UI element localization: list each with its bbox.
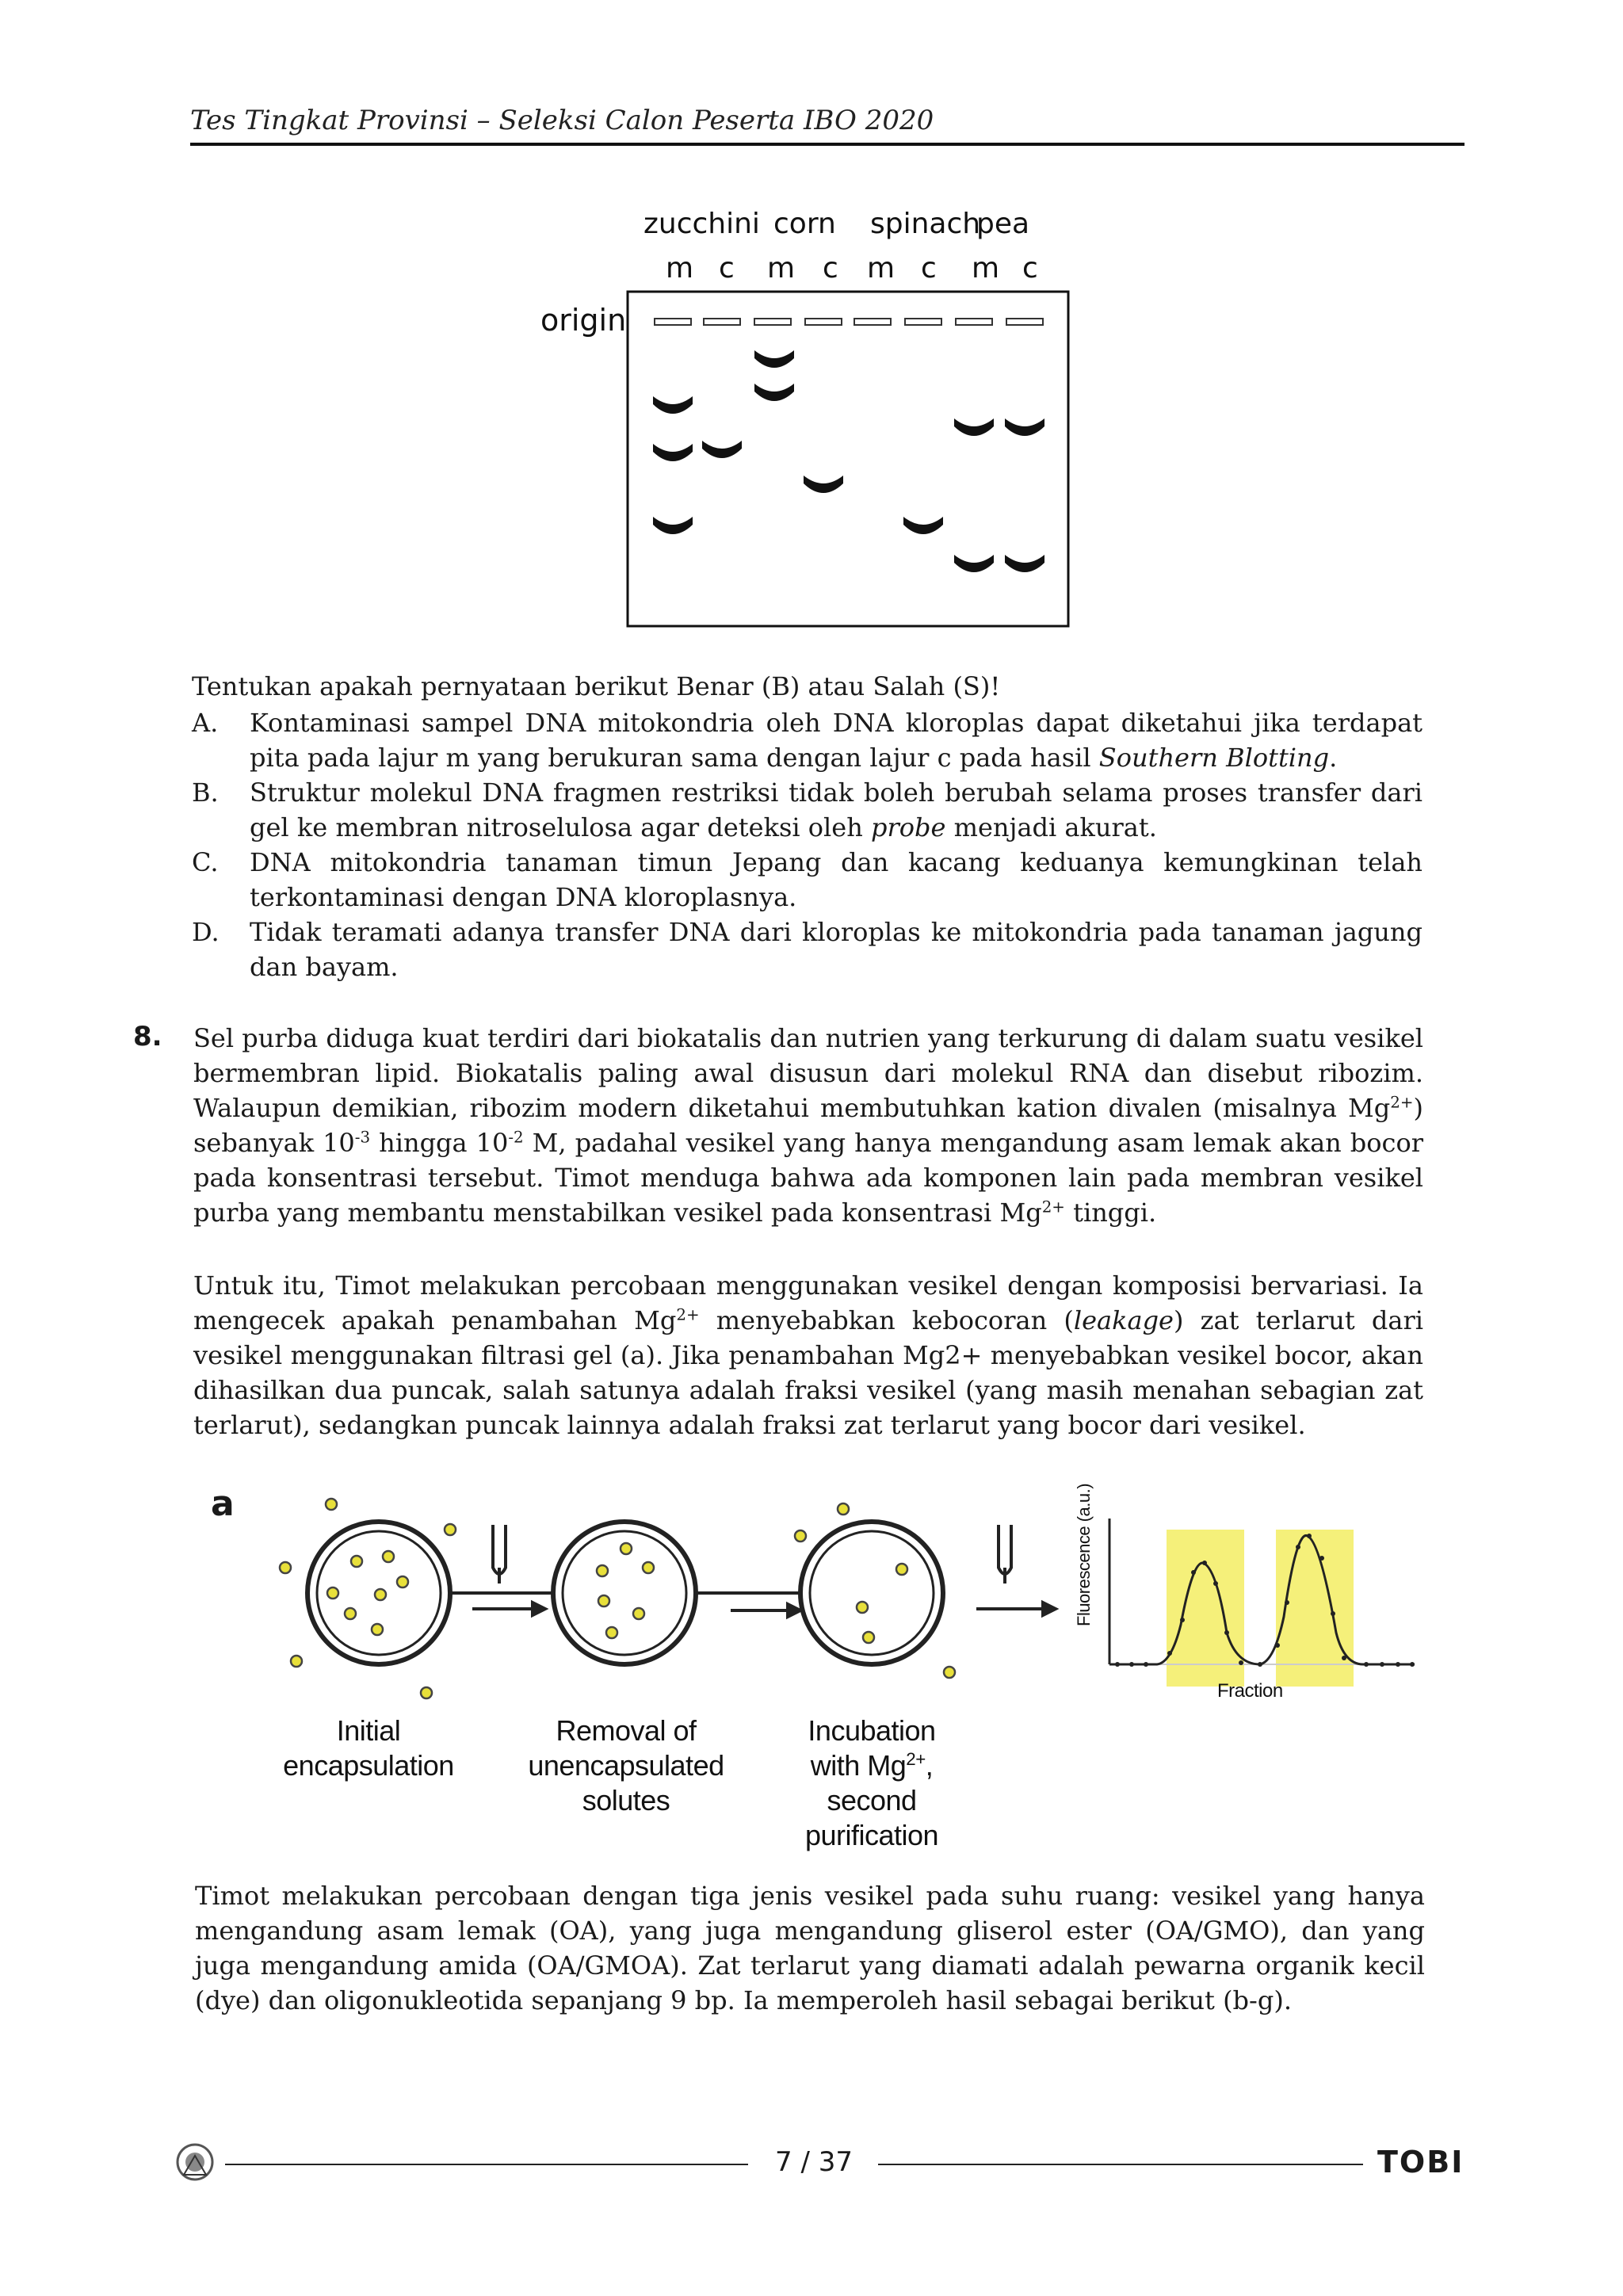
question-number: 8. xyxy=(133,1021,162,1052)
plant-label-zucchini: zucchini xyxy=(643,208,760,240)
lane-label: c xyxy=(719,252,735,285)
lane-label: c xyxy=(921,252,937,285)
gel-frame xyxy=(628,292,1068,626)
option-letter: D. xyxy=(192,917,220,947)
option-letter: B. xyxy=(192,777,219,808)
option-letter: C. xyxy=(192,847,219,877)
q7-instruction: Tentukan apakah pernyataan berikut Benar (B) atau Salah (S)! xyxy=(192,671,1001,701)
figure-a-diagram xyxy=(0,1474,1623,1712)
running-header: Tes Tingkat Provinsi – Seleksi Calon Peserta IBO 2020 xyxy=(190,105,934,136)
process-arrow xyxy=(976,1603,1056,1615)
curve-points xyxy=(1115,1534,1415,1667)
caption-initial-encapsulation: Initial encapsulation xyxy=(283,1714,454,1782)
solute-dots xyxy=(280,1499,955,1698)
plant-label-spinach: spinach xyxy=(870,208,981,240)
gel-image xyxy=(0,0,1623,650)
filtration-column xyxy=(493,1525,506,1584)
lane-label: m xyxy=(972,252,1000,285)
institution-logo xyxy=(173,2140,217,2184)
process-arrow xyxy=(472,1603,545,1615)
caption-incubation: Incubation with $Mg^{2+}$, second purification xyxy=(804,1714,939,1851)
option-a: Kontaminasi sampel DNA mitokondria oleh DNA kloroplas dapat diketahui jika terdapat pita pada lajur m yang berukuran sama dengan lajur c pada hasil Southern Blotting. xyxy=(250,708,1423,773)
lane-label: m xyxy=(767,252,796,285)
figure-panel-label: a xyxy=(211,1484,235,1524)
graph-y-label: Fluorescence (a.u.) xyxy=(1074,1483,1094,1626)
option-c: DNA mitokondria tanaman timun Jepang dan kacang keduanya kemungkinan telah terkontaminasi dengan DNA kloroplasnya. xyxy=(250,847,1423,912)
footer-rule-left xyxy=(225,2164,748,2165)
tobi-logo: TOBI xyxy=(1377,2145,1465,2179)
lane-label: m xyxy=(867,252,896,285)
filtration-column xyxy=(999,1525,1011,1584)
page-number: 7 / 37 xyxy=(775,2146,853,2178)
elution-graph xyxy=(1109,1519,1415,1687)
lane-label: c xyxy=(823,252,838,285)
caption-removal: Removal of unencapsulated solutes xyxy=(528,1714,724,1817)
lane-label: m xyxy=(666,252,694,285)
elution-curve xyxy=(1109,1535,1415,1664)
q8-paragraph-2: Untuk itu, Timot melakukan percobaan menggunakan vesikel dengan komposisi bervariasi. Ia mengecek apakah penambahan $Mg^{2+}$ menyebabkan kebocoran (leakage) zat terlarut dari vesikel menggunakan filtrasi gel (a). Jika penambahan Mg2+ menyebabkan vesikel bocor, akan dihasilkan dua puncak, salah satunya adalah fraksi vesikel (yang masih menahan sebagian zat terlarut), sedangkan puncak lainnya adalah fraksi zat terlarut yang bocor dari vesikel. xyxy=(193,1270,1424,1440)
q8-paragraph-3: Timot melakukan percobaan dengan tiga jenis vesikel pada suhu ruang: vesikel yang hanya mengandung asam lemak (OA), yang juga mengandung gliserol ester (OA/GMO), dan yang juga mengandung amida (OA/GMOA). Zat terlarut yang diamati adalah pewarna organik kecil (dye) dan oligonukleotida sepanjang 9 bp. Ia memperoleh hasil sebagai berikut (b-g). xyxy=(195,1881,1425,2015)
plant-label-pea: pea xyxy=(976,208,1030,240)
q8-paragraph-1: Sel purba diduga kuat terdiri dari biokatalis dan nutrien yang terkurung di dalam suatu vesikel bermembran lipid. Biokatalis paling awal disusun dari molekul RNA dan disebut ribozim. Walaupun demikian, ribozim modern diketahui membutuhkan kation divalen (misalnya $Mg^{2+}$) sebanyak $10^{-3}$ hingga $10^{-2}$ M, padahal vesikel yang hanya mengandung asam lemak akan bocor pada konsentrasi tersebut. Timot menduga bahwa ada komponen lain pada membran vesikel purba yang membantu menstabilkan vesikel pada konsentrasi $Mg^{2+}$ tinggi. xyxy=(193,1023,1424,1228)
highlight-solute-fraction xyxy=(1276,1530,1354,1687)
option-d: Tidak teramati adanya transfer DNA dari kloroplas ke mitokondria pada tanaman jagung dan bayam. xyxy=(250,917,1423,982)
footer-rule-right xyxy=(878,2164,1363,2165)
highlight-vesicle-fraction xyxy=(1167,1530,1244,1687)
plant-label-corn: corn xyxy=(773,208,836,240)
lane-label: c xyxy=(1022,252,1038,285)
origin-label: origin xyxy=(540,303,627,338)
option-b: Struktur molekul DNA fragmen restriksi tidak boleh berubah selama proses transfer dari gel ke membran nitroselulosa agar deteksi oleh probe menjadi akurat. xyxy=(250,777,1423,842)
process-arrow xyxy=(731,1604,800,1617)
option-letter: A. xyxy=(192,708,219,738)
graph-x-label: Fraction xyxy=(1217,1680,1283,1702)
